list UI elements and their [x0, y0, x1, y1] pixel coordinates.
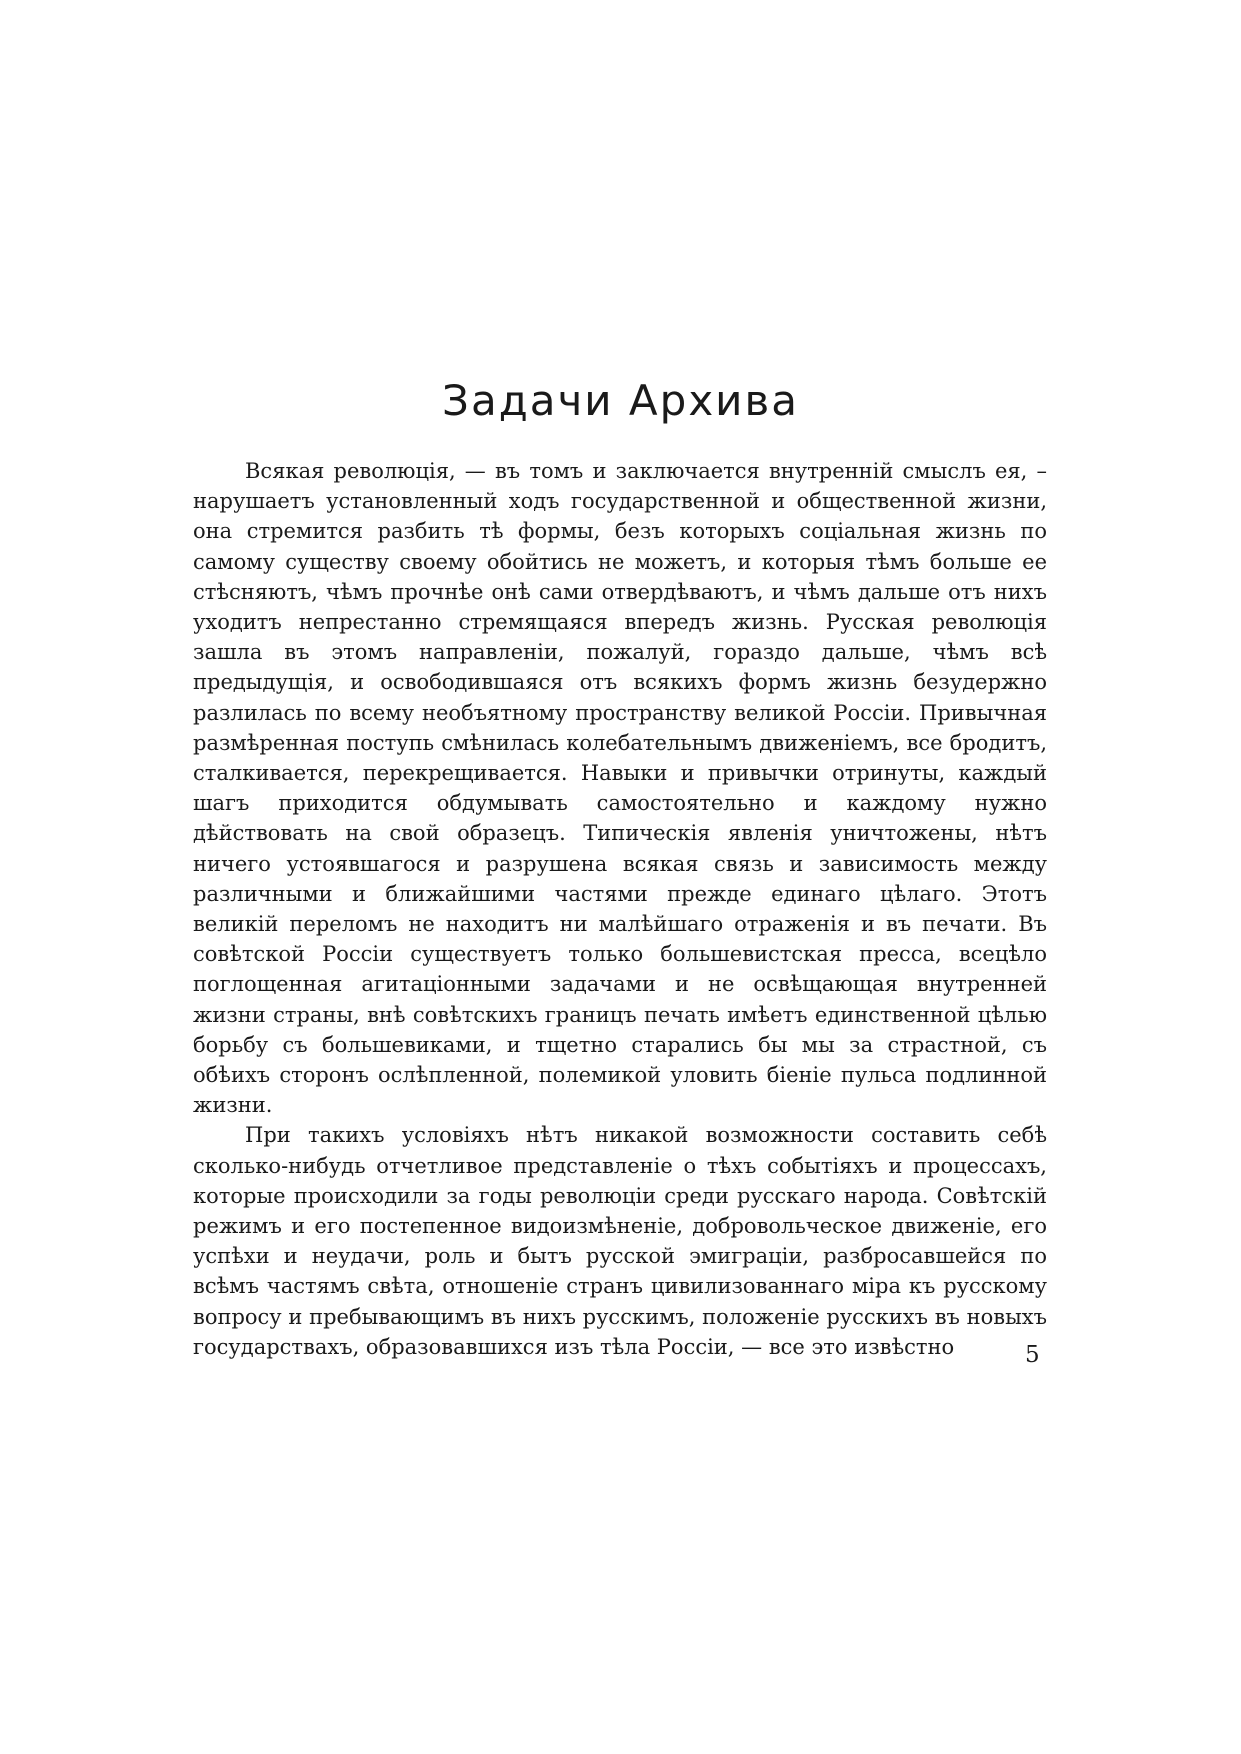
paragraph-2: При такихъ условіяхъ нѣтъ никакой возможности составить себѣ сколько-нибудь отчетливое представленіе о тѣхъ событіяхъ и процессахъ, которые происходили за годы революціи среди русскаго народа. Совѣтскій режимъ и его постепенное видоизмѣненіе, добровольческое движеніе, его успѣхи и неудачи, роль и бытъ русской эмиграціи, разбросавшейся по всѣмъ частямъ свѣта, отношеніе странъ цивилизованнаго міра къ русскому вопросу и пребывающимъ въ нихъ русскимъ, положеніе русскихъ въ новыхъ государствахъ, образовавшихся изъ тѣла Россіи, — все это извѣстно: [193, 1123, 1047, 1359]
body-text: [193, 456, 1047, 1362]
paragraph-1: Всякая революція, — въ томъ и заключается внутренній смыслъ ея, – нарушаетъ установленный ходъ государственной и общественной жизни, она стремится разбить тѣ формы, безъ которыхъ соціальная жизнь по самому существу своему обойтись не можетъ, и которыя тѣмъ больше ее стѣсняютъ, чѣмъ прочнѣе онѣ сами отвердѣваютъ, и чѣмъ дальше отъ нихъ уходитъ непрестанно стремящаяся впередъ жизнь. Русская революція зашла въ этомъ направленіи, пожалуй, гораздо дальше, чѣмъ всѣ предыдущія, и освободившаяся отъ всякихъ формъ жизнь безудержно разлилась по всему необъятному пространству великой Россіи. Привычная размѣренная поступь смѣнилась колебательнымъ движеніемъ, все бродитъ, сталкивается, перекрещивается. Навыки и привычки отринуты, каждый шагъ приходится обдумывать самостоятельно и каждому нужно дѣйствовать на свой образецъ. Типическія явленія уничтожены, нѣтъ ничего устоявшагося и разрушена всякая связь и зависимость между различными и ближайшими частями прежде единаго цѣлаго. Этотъ великій переломъ не находитъ ни малѣйшаго отраженія и въ печати. Въ совѣтской Россіи существуетъ только большевистская пресса, всецѣло поглощенная агитаціонными задачами и не освѣщающая внутренней жизни страны, внѣ совѣтскихъ границъ печать имѣетъ единственной цѣлью борьбу съ большевиками, и тщетно старались бы мы за страстной, съ обѣихъ сторонъ ослѣпленной, полемикой уловить біеніе пульса подлинной жизни.: [193, 459, 1047, 1118]
page-number: 5: [1025, 1342, 1040, 1368]
page-title: Задачи Архива: [442, 376, 799, 425]
